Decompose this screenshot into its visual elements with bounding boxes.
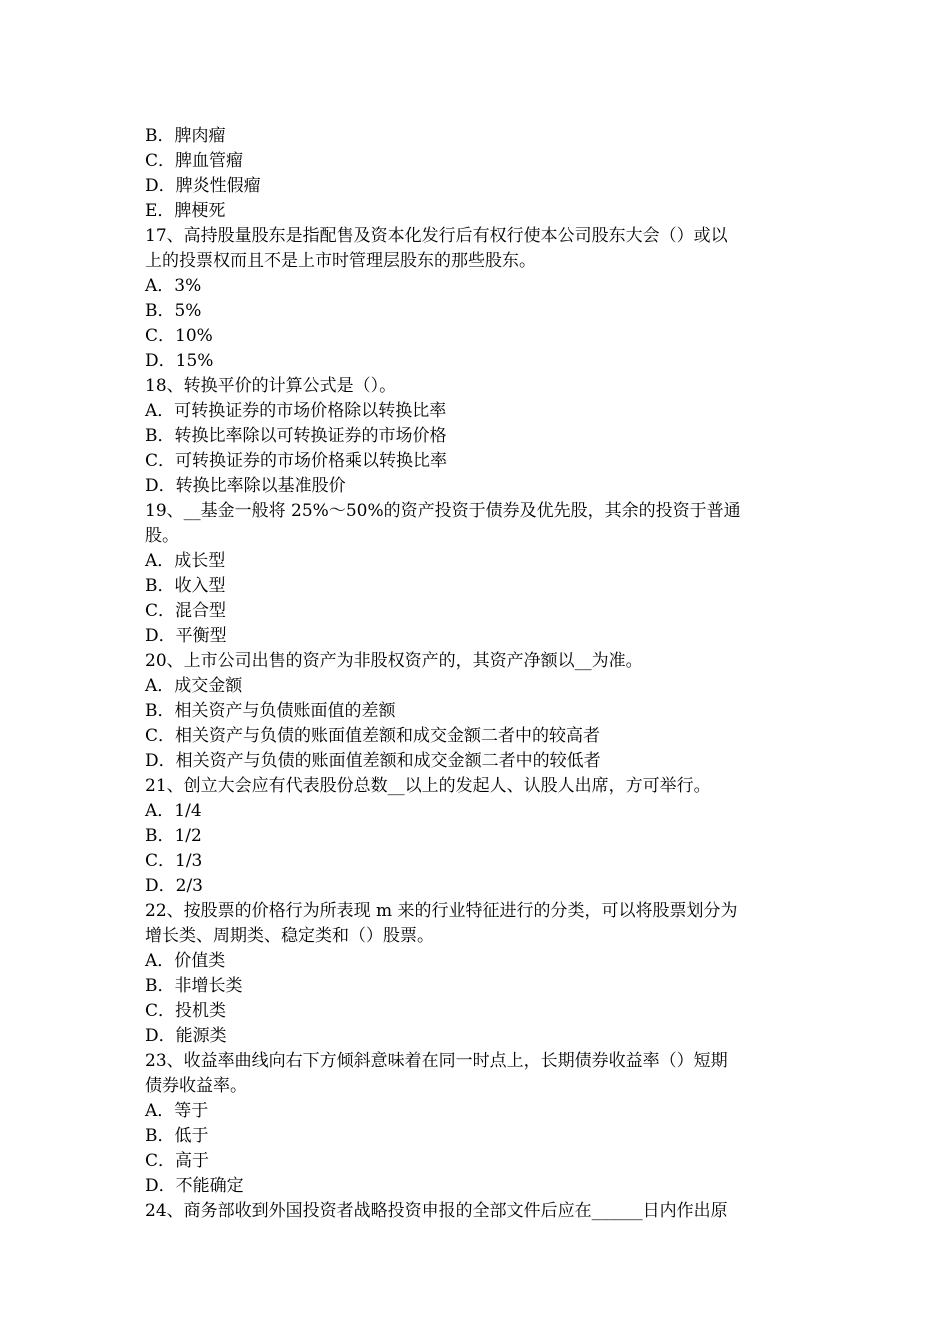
option-line: A．价值类 (145, 951, 226, 971)
option-line: C．高于 (145, 1151, 210, 1171)
option-line: B．脾肉瘤 (145, 126, 226, 146)
option-line: D．转换比率除以基准股价 (145, 476, 346, 496)
option-line: D．相关资产与负债的账面值差额和成交金额二者中的较低者 (145, 751, 601, 771)
option-line: C．1/3 (145, 851, 203, 871)
document-body (145, 124, 813, 1224)
option-line: A．成交金额 (145, 676, 243, 696)
option-line: C．可转换证券的市场价格乘以转换比率 (145, 451, 448, 471)
question-line: 19、__基金一般将 25%～50%的资产投资于债券及优先股，其余的投资于普通 (145, 501, 741, 521)
option-line: B．非增长类 (145, 976, 243, 996)
question-line: 上的投票权而且不是上市时管理层股东的那些股东。 (145, 251, 536, 271)
option-line: D．不能确定 (145, 1176, 244, 1196)
option-line: D．脾炎性假瘤 (145, 176, 261, 196)
option-line: A．可转换证券的市场价格除以转换比率 (145, 401, 447, 421)
question-line: 22、按股票的价格行为所表现 m 来的行业特征进行的分类，可以将股票划分为 (145, 901, 738, 921)
option-line: D．平衡型 (145, 626, 227, 646)
question-line: 增长类、周期类、稳定类和（）股票。 (145, 926, 434, 946)
option-line: D．15% (145, 351, 214, 371)
option-line: D．2/3 (145, 876, 203, 896)
question-line: 20、上市公司出售的资产为非股权资产的，其资产净额以__为准。 (145, 651, 643, 671)
option-line: C．投机类 (145, 1001, 227, 1021)
option-line: A．3% (145, 276, 202, 296)
option-line: C．10% (145, 326, 213, 346)
option-line: B．收入型 (145, 576, 226, 596)
question-line: 17、高持股量股东是指配售及资本化发行后有权行使本公司股东大会（）或以 (145, 226, 728, 246)
option-line: A．等于 (145, 1101, 209, 1121)
option-line: A．1/4 (145, 801, 202, 821)
option-line: A．成长型 (145, 551, 226, 571)
question-line: 股。 (145, 526, 179, 546)
option-line: B．低于 (145, 1126, 209, 1146)
option-line: C．脾血管瘤 (145, 151, 244, 171)
question-line: 18、转换平价的计算公式是（）。 (145, 376, 397, 396)
option-line: B．1/2 (145, 826, 202, 846)
question-line: 债券收益率。 (145, 1076, 247, 1096)
option-line: E．脾梗死 (145, 201, 226, 221)
option-line: B．5% (145, 301, 202, 321)
option-line: B．相关资产与负债账面值的差额 (145, 701, 396, 721)
option-line: D．能源类 (145, 1026, 227, 1046)
option-line: C．混合型 (145, 601, 227, 621)
question-line: 24、商务部收到外国投资者战略投资申报的全部文件后应在______日内作出原 (145, 1201, 728, 1221)
option-line: C．相关资产与负债的账面值差额和成交金额二者中的较高者 (145, 726, 601, 746)
option-line: B．转换比率除以可转换证券的市场价格 (145, 426, 447, 446)
question-line: 21、创立大会应有代表股份总数__以上的发起人、认股人出席，方可举行。 (145, 776, 711, 796)
question-line: 23、收益率曲线向右下方倾斜意味着在同一时点上，长期债券收益率（）短期 (145, 1051, 728, 1071)
